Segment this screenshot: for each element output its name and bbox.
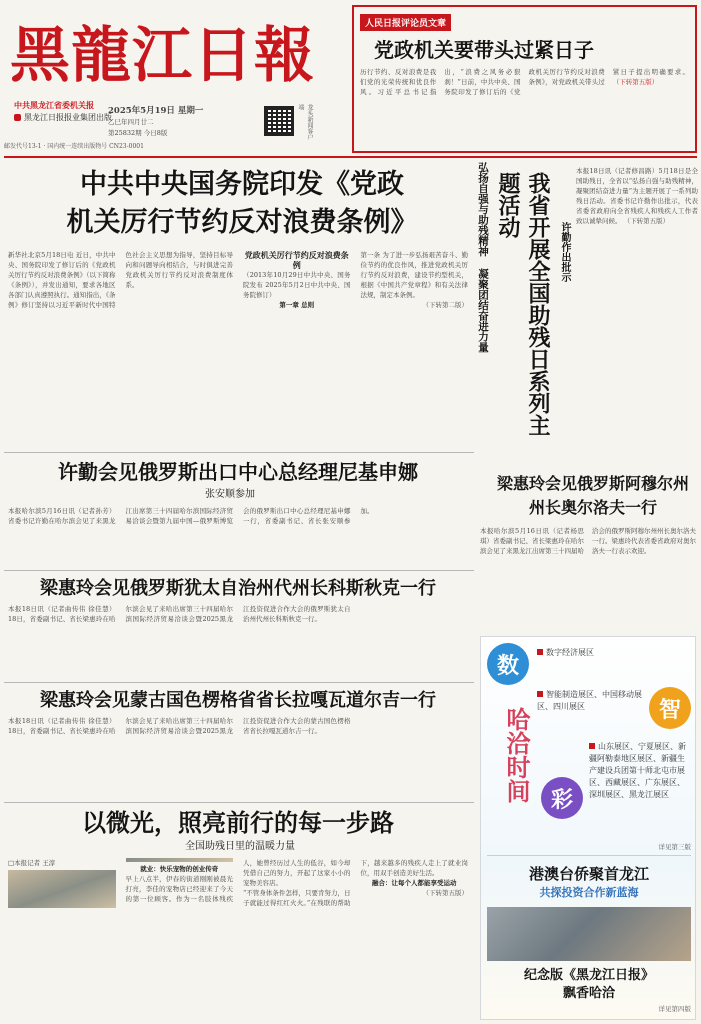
badge-shu: 数 bbox=[487, 643, 529, 685]
feature-continued: （下转第五版） bbox=[623, 217, 670, 225]
feature-byline: 许勤作出批示 bbox=[559, 222, 570, 282]
ad-foot-b: 详见第四版 bbox=[658, 1005, 691, 1013]
badge-zhi: 智 bbox=[649, 687, 691, 729]
bullet-icon bbox=[537, 691, 543, 697]
feature-continued: （下转第五版） bbox=[422, 889, 468, 897]
ad-side-text: 哈洽时间 bbox=[502, 707, 530, 803]
date-block bbox=[108, 106, 258, 139]
divider-1 bbox=[4, 452, 474, 453]
lead-body: 新华社北京5月18日电 近日，中共中央、国务院印发了修订后的《党政机关厉行节约反对浪费条例》（以下简称《条例》），并发出通知，要求各地区各部门认真遵照执行。通知指出，《条例》修订坚持以习近平新时代中国特色社会主义思想为指导，坚持目标导向和问题导向相结合，与时俱进完善党政机关厉行节约反对浪费制度体系。 党政机关厉行节约反对浪费条例 （2013年10月29日中共中央、国务院发布 2025年5月2日中共中央、国务院修订） 第一章 总则 第一条 为了进一步弘扬艰苦奋斗、勤俭节约的优良作风，推进党政机关厉行节约反对浪费，建设节约型机关，根据《中国共产党章程》和有关法律法规，制定本条例。 （下转第二版） bbox=[8, 250, 468, 309]
editorial-tag: 人民日报评论员文章 bbox=[360, 14, 451, 31]
editorial-title: 党政机关要带头过紧日子 bbox=[374, 38, 594, 62]
group-logo-icon bbox=[14, 114, 21, 121]
feature-section-2: 融合：让每个人都能享受运动 bbox=[372, 879, 457, 887]
feature-kicker: 弘扬自强与助残精神 凝聚团结奋进力量 bbox=[477, 162, 489, 353]
ad-foot-a: 详见第三版 bbox=[658, 843, 691, 851]
expo-ad-panel[interactable] bbox=[480, 636, 696, 1020]
feature-main-body: □本报记者 王淳 就业：快乐宠物的创业传奇 早上八点半，伊春的街道刚刚被晨光打亮，李佳的宠物店已经迎来了今天的第一位顾客。作为一名肢体残疾人，她曾经历过人生的低谷，如今却凭借自己的努力，开起了这家小小的宠物美容店。 “不管身体条件怎样，只要肯努力，日子就能过得红红火火。”在残联的帮助下，越来越多的残疾人走上了就业岗位，用双手创造美好生活。 融合：让每个人都能享受运动 （下转第五版） bbox=[8, 859, 468, 907]
regulation-note: （2013年10月29日中共中央、国务院发布 2025年5月2日中共中央、国务院修订） bbox=[243, 271, 351, 299]
feature-body: 本报18日讯（记者修昌路）5月18日是全国助残日，全省以“弘扬自强与助残精神，凝聚团结奋进力量”为主题开展了一系列助残日活动。省委书记许勤作出批示，代表省委省政府向全省残疾人和残疾人工作者致以诚挚问候。 （下转第五版） bbox=[576, 167, 698, 225]
story3-title: 梁惠玲会见俄罗斯阿穆尔州州长奥尔洛夫一行 bbox=[496, 474, 689, 517]
cn-number: 邮发代号13-1 · 国内统一连续出版物号 CN23-0001 bbox=[4, 143, 144, 150]
issue-date: 2025年5月19日 星期一 bbox=[108, 106, 204, 116]
bullet-icon bbox=[537, 649, 543, 655]
qr-code[interactable] bbox=[264, 106, 294, 136]
ad-headline-d: 飘香哈洽 bbox=[562, 986, 615, 1001]
story5-title: 梁惠玲会见蒙古国色楞格省省长拉嘎瓦道尔吉一行 bbox=[40, 690, 436, 711]
lead-continued: （下转第二版） bbox=[422, 301, 468, 309]
editorial-continued: （下转第五版） bbox=[612, 78, 659, 86]
ad-item-3: 山东展区、宁夏展区、新疆阿勒泰地区展区、新疆生产建设兵团第十师北屯市展区、西藏展区、广东展区、深圳展区、黑龙江展区 bbox=[589, 742, 686, 799]
top-rule bbox=[4, 156, 697, 158]
publisher-line-a: 中共黑龙江省委机关报 bbox=[14, 101, 94, 110]
story2-title: 许勤会见俄罗斯出口中心总经理尼基申娜 bbox=[58, 460, 418, 484]
story2-body: 本报哈尔滨5月16日讯（记者孙芳）省委书记许勤在哈尔滨会见了来黑龙江出席第三十四届哈尔滨国际经济贸易洽谈会暨第九届中国—俄罗斯博览会的俄罗斯出口中心总经理尼基申娜一行，省委副书记、省长张安顺参加。 bbox=[8, 507, 374, 525]
feature-main-title: 以微光，照亮前行的每一步路 bbox=[82, 809, 394, 837]
publisher-line-b: 黑龙江日报报业集团出版 bbox=[14, 112, 112, 124]
lead-title: 中共中央国务院印发《党政 机关厉行节约反对浪费条例》 bbox=[66, 169, 418, 238]
feature-main-subtitle: 全国助残日里的温暖力量 bbox=[185, 841, 295, 852]
divider-4 bbox=[4, 802, 474, 803]
ad-headline-c: 纪念版《黑龙江日报》 bbox=[523, 968, 654, 983]
editorial-body: 历行节约、反对浪费是我们党的光荣传统和优良作风。习近平总书记指出，“浪费之风务必狠刹！”日前，中共中央、国务院印发了修订后的《党政机关厉行节约反对浪费条例》，对党政机关带头过紧日子提出明确要求。 （下转第五版） bbox=[360, 68, 689, 96]
right-feature bbox=[474, 162, 698, 452]
regulation-title: 党政机关厉行节约反对浪费条例 bbox=[244, 250, 349, 270]
qr-caption: 龙头新闻客户端 bbox=[297, 104, 313, 140]
story2-byline: 张安顺参加 bbox=[205, 489, 255, 500]
newspaper-logo: 黑龍江日報 bbox=[10, 21, 315, 91]
chapter-heading: 第一章 总则 bbox=[279, 301, 315, 309]
ad-photo bbox=[487, 907, 691, 961]
divider-3 bbox=[4, 682, 474, 683]
ad-item-1: 数字经济展区 bbox=[537, 647, 687, 659]
feature-byline: □本报记者 王淳 bbox=[8, 859, 56, 867]
story4-title: 梁惠玲会见俄罗斯犹太自治州代州长科斯秋克一行 bbox=[40, 578, 436, 599]
feature-title: 我省开展全国助残日系列主题活动 bbox=[495, 172, 550, 436]
story3-body: 本报哈尔滨5月16日讯（记者杨思琪）省委副书记、省长梁惠玲在哈尔滨会见了来黑龙江出席第三十四届哈洽会的俄罗斯阿穆尔州州长奥尔洛夫一行。梁惠玲代表省委省政府对奥尔洛夫一行表示欢迎。 bbox=[480, 527, 696, 555]
lunar-date: 乙巳年四月廿二 bbox=[108, 118, 154, 126]
ad-divider bbox=[487, 855, 691, 856]
ad-item-2: 智能制造展区、中国移动展区、四川展区 bbox=[537, 690, 642, 711]
chapter-body: 第一条 为了进一步弘扬艰苦奋斗、勤俭节约的优良作风，推进党政机关厉行节约反对浪费，建设节约型机关，根据《中国共产党章程》和有关法律法规，制定本条例。 bbox=[360, 251, 468, 299]
story5-body: 本报18日讯（记者曲传伟 徐佳慧）18日，省委副书记、省长梁惠玲在哈尔滨会见了来哈出席第三十四届哈尔滨国际经济贸易洽谈会暨2025黑龙江投资促进合作大会的蒙古国色楞格省省长拉嘎瓦道尔吉一行。 bbox=[8, 717, 351, 735]
bullet-icon bbox=[589, 743, 595, 749]
feature-section-1: 就业：快乐宠物的创业传奇 bbox=[140, 865, 219, 873]
story4-body: 本报18日讯（记者曲传伟 徐佳慧）18日，省委副书记、省长梁惠玲在哈尔滨会见了来哈出席第三十四届哈尔滨国际经济贸易洽谈会暨2025黑龙江投资促进合作大会的俄罗斯犹太自治州代州长科斯秋克一行。 bbox=[8, 605, 351, 623]
editorial-box bbox=[352, 5, 697, 153]
divider-2 bbox=[4, 570, 474, 571]
ad-headline-a: 港澳台侨聚首龙江 bbox=[528, 865, 649, 883]
badge-cai: 彩 bbox=[541, 777, 583, 819]
ad-headline-b: 共探投资合作新蓝海 bbox=[539, 886, 639, 899]
issue-number: 第25832期 今日8版 bbox=[108, 129, 168, 137]
